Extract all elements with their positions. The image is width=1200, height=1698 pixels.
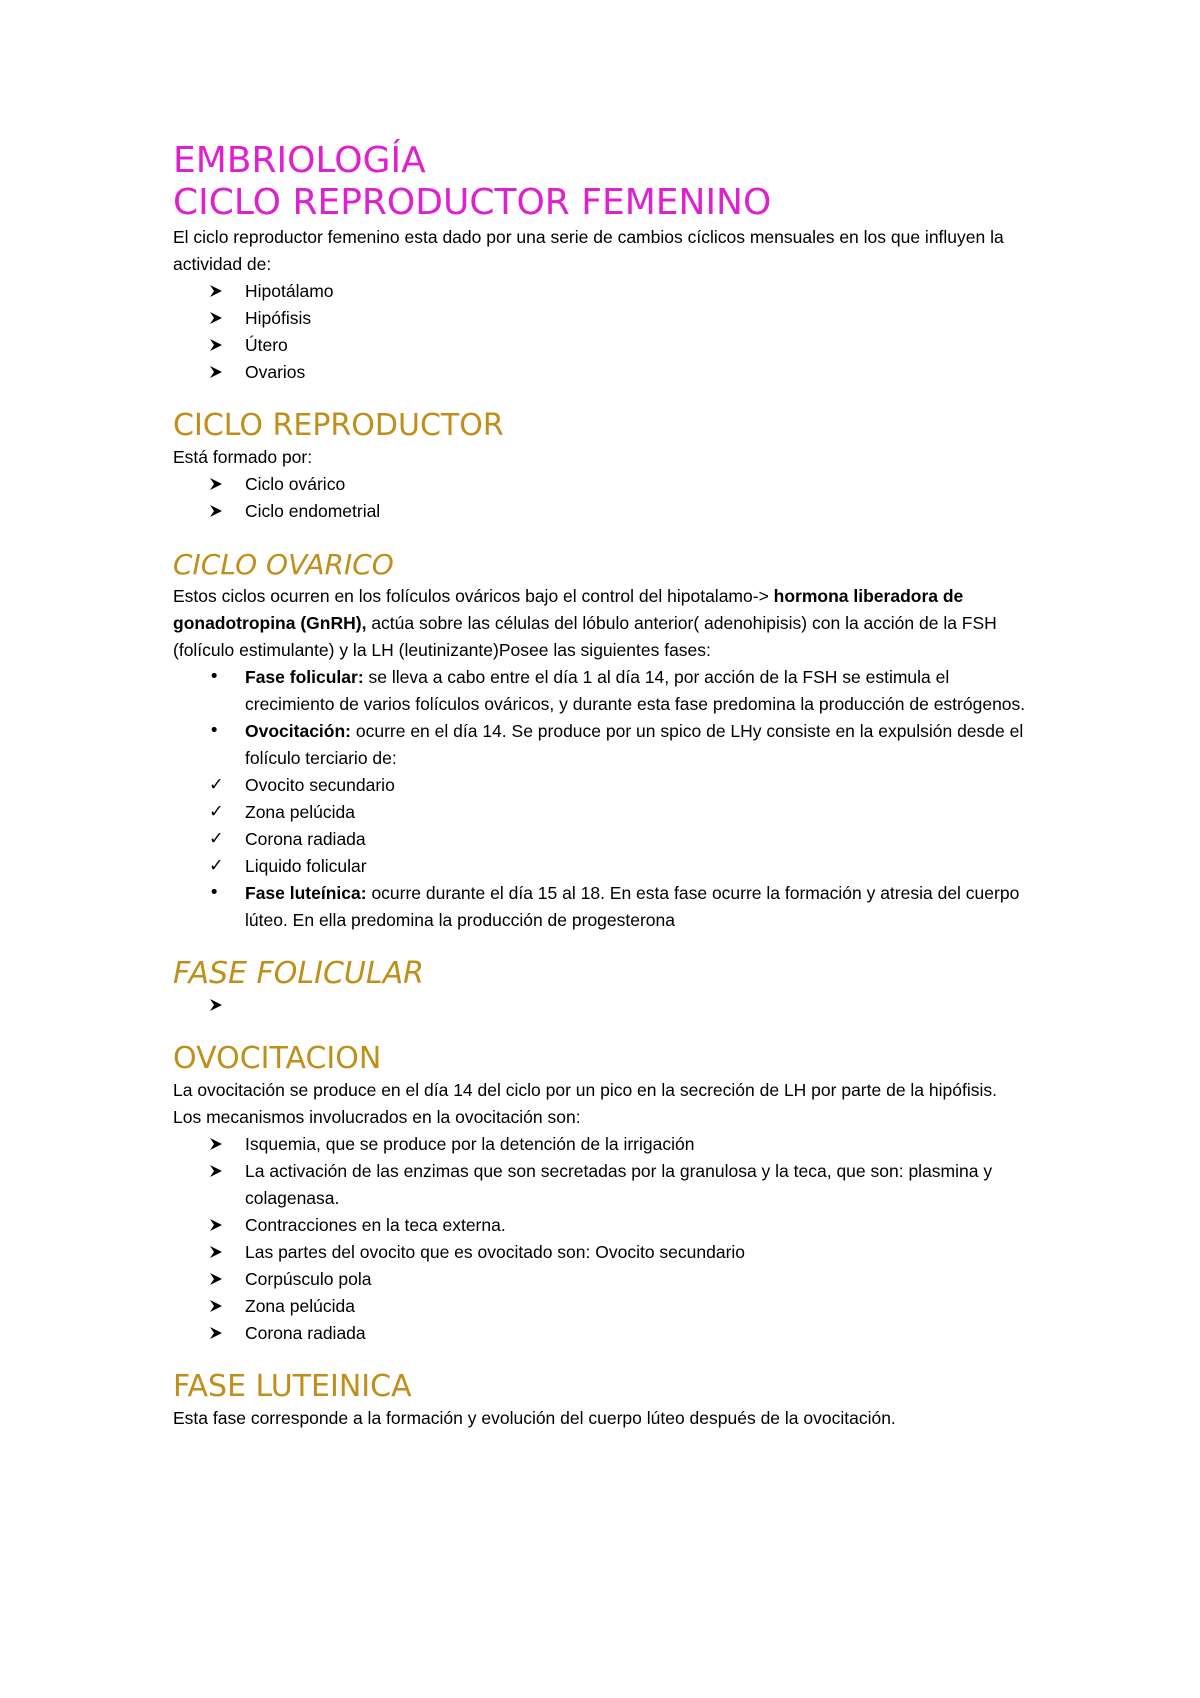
intro-paragraph: El ciclo reproductor femenino esta dado por una serie de cambios cíclicos mensuales en los que influyen la actividad de: <box>173 227 1004 274</box>
doc-title-embriologia: EMBRIOLOGÍA <box>173 140 426 181</box>
bullet-icon: • <box>209 883 220 903</box>
intro-list <box>173 278 1043 386</box>
list-item: Isquemia, que se produce por la detención de la irrigación <box>173 1131 1043 1158</box>
heading-ciclo-reproductor: CICLO REPRODUCTOR <box>173 408 504 443</box>
ovocitacion-paragraph-2: Los mecanismos involucrados en la ovocitación son: <box>173 1107 581 1127</box>
arrowhead-bullet-icon <box>209 305 239 332</box>
arrowhead-bullet-icon <box>209 1131 239 1158</box>
arrowhead-bullet-icon <box>209 498 239 525</box>
arrowhead-bullet-icon <box>209 992 239 1019</box>
list-item: Contracciones en la teca externa. <box>173 1212 1043 1239</box>
fases-list <box>173 664 1043 934</box>
list-item: • Fase folicular: se lleva a cabo entre el día 1 al día 14, por acción de la FSH se estimula el crecimiento de varios folículos ováricos, y durante esta fase predomina la producción de estrógenos. <box>173 664 1043 718</box>
list-item: Las partes del ovocito que es ovocitado son: Ovocito secundario <box>173 1239 1043 1266</box>
bullet-icon: • <box>209 667 220 687</box>
check-icon: ✓ <box>209 856 224 876</box>
list-item: Hipotálamo <box>173 278 1043 305</box>
list-item: ✓ Zona pelúcida <box>173 799 1043 826</box>
arrowhead-bullet-icon <box>209 1293 239 1320</box>
folicular-list <box>173 992 1043 1019</box>
list-item: • Ovocitación: ocurre en el día 14. Se produce por un spico de LHy consiste en la expulsión desde el folículo terciario de: <box>173 718 1043 772</box>
arrowhead-bullet-icon <box>209 1239 239 1266</box>
list-item: La activación de las enzimas que son secretadas por la granulosa y la teca, que son: plasmina y colagenasa. <box>173 1158 1043 1212</box>
arrowhead-bullet-icon <box>209 359 239 386</box>
arrowhead-bullet-icon <box>209 1212 239 1239</box>
arrowhead-bullet-icon <box>209 278 239 305</box>
arrowhead-bullet-icon <box>209 332 239 359</box>
list-item: ✓ Corona radiada <box>173 826 1043 853</box>
list-item: ✓ Ovocito secundario <box>173 772 1043 799</box>
check-icon: ✓ <box>209 775 224 795</box>
list-item: ✓ Liquido folicular <box>173 853 1043 880</box>
doc-title-ciclo-femenino: CICLO REPRODUCTOR FEMENINO <box>173 182 772 223</box>
arrowhead-bullet-icon <box>209 1158 239 1185</box>
heading-fase-luteinica: FASE LUTEINICA <box>173 1369 412 1404</box>
ciclo-paragraph: Está formado por: <box>173 447 313 467</box>
heading-fase-folicular: FASE FOLICULAR <box>173 956 424 991</box>
check-icon: ✓ <box>209 829 224 849</box>
ovocitacion-list <box>173 1131 1043 1347</box>
ovarico-paragraph: Estos ciclos ocurren en los folículos ováricos bajo el control del hipotalamo-> hormona liberadora de gonadotropina (GnRH), actúa sobre las células del lóbulo anterior( adenohipisis) con la acción de la FSH (folículo estimulante) y la LH (leutinizante)Posee las siguientes fases: <box>173 586 997 660</box>
list-item: Corona radiada <box>173 1320 1043 1347</box>
list-item: Ciclo ovárico <box>173 471 1043 498</box>
ovocitacion-paragraph-1: La ovocitación se produce en el día 14 del ciclo por un pico en la secreción de LH por parte de la hipófisis. <box>173 1080 997 1100</box>
arrowhead-bullet-icon <box>209 1266 239 1293</box>
list-item: Ciclo endometrial <box>173 498 1043 525</box>
bullet-icon: • <box>209 721 220 741</box>
check-icon: ✓ <box>209 802 224 822</box>
heading-ciclo-ovarico: CICLO OVARICO <box>173 548 394 581</box>
arrowhead-bullet-icon <box>209 471 239 498</box>
list-item: Zona pelúcida <box>173 1293 1043 1320</box>
list-item: Corpúsculo pola <box>173 1266 1043 1293</box>
list-item <box>173 992 1043 1019</box>
list-item: Hipófisis <box>173 305 1043 332</box>
ciclo-list <box>173 471 1043 525</box>
document-page <box>173 140 1043 1432</box>
list-item: • Fase luteínica: ocurre durante el día 15 al 18. En esta fase ocurre la formación y atresia del cuerpo lúteo. En ella predomina la producción de progesterona <box>173 880 1043 934</box>
heading-ovocitacion: OVOCITACION <box>173 1041 382 1076</box>
arrowhead-bullet-icon <box>209 1320 239 1347</box>
list-item: Útero <box>173 332 1043 359</box>
list-item: Ovarios <box>173 359 1043 386</box>
luteinica-paragraph: Esta fase corresponde a la formación y evolución del cuerpo lúteo después de la ovocitación. <box>173 1408 896 1428</box>
